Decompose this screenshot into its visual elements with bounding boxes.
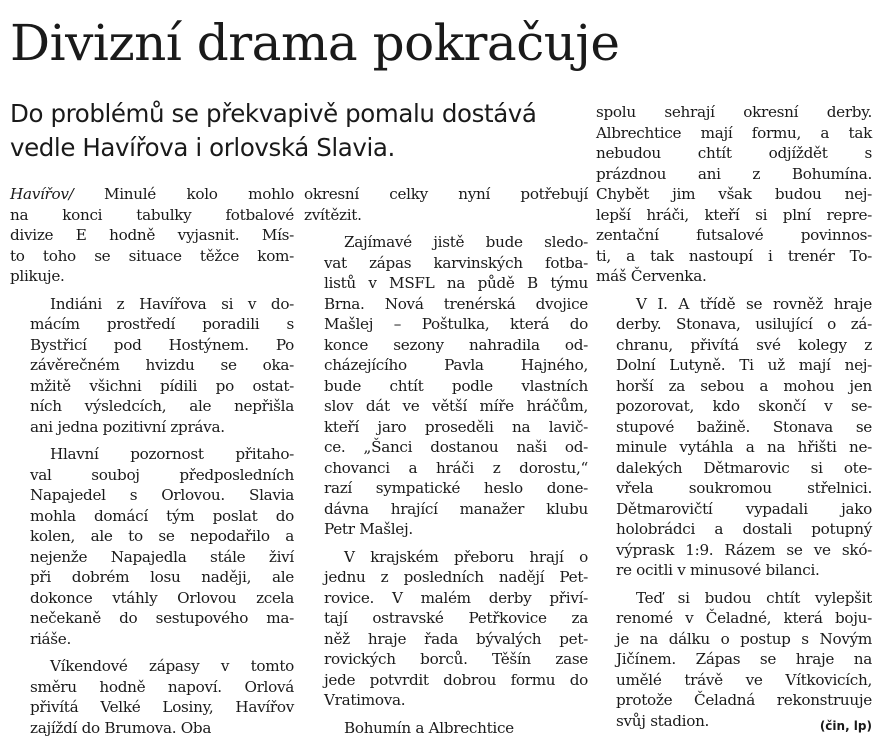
article-line: Bohumín a Albrechtice [344, 718, 514, 737]
article-line: dokonce vtáhly Orlovou zcela [30, 588, 294, 607]
article-line: Hlavní pozornost přitaho- [50, 445, 294, 463]
article-paragraph [10, 444, 294, 649]
article-line: dalekých Dětmarovic si ote- [616, 458, 872, 477]
article-paragraph [596, 102, 872, 287]
article-line [10, 184, 294, 205]
article-line: zajíždí do Brumova. Oba [30, 718, 212, 737]
article-line: Bystřicí pod Hostýnem. Po [30, 335, 294, 354]
article-line: pozorovat, kdo skončí v se- [616, 397, 872, 415]
author-byline: (čin, lp) [819, 719, 872, 733]
article-line: zentační futsalové povinnos- [596, 226, 872, 244]
article-line: Víkendové zápasy v tomto [50, 657, 294, 675]
article-line: to toho se situace těžce kom- [10, 246, 294, 265]
article-line: rovických borců. Těšín zase [324, 650, 588, 668]
article-line: slov dát ve větší míře hráčům, [324, 397, 588, 415]
article-line: vřela soukromou střelnici. [616, 479, 872, 497]
article-line: nejenže Napajedla stále živí [30, 547, 294, 566]
article-line: při dobrém losu naději, ale [30, 568, 294, 586]
article-line: přivítá Velké Losiny, Havířov [30, 698, 294, 716]
article-line: jede potvrdit dobrou formu do [324, 670, 588, 689]
article-line: Brna. Nová trenérská dvojice [324, 294, 588, 313]
article-line: máš Červenka. [596, 267, 707, 285]
article-line: listů v MSFL na půdě B týmu [324, 274, 588, 292]
article-column-1 [10, 184, 294, 738]
article-line: zvítězit. [304, 205, 362, 224]
article-line: stupové bažině. Stonava se [616, 417, 872, 436]
article-line: konce sezony nahradila od- [324, 335, 588, 354]
article-line: plikuje. [10, 267, 65, 285]
article-line: re ocitli v minusové bilanci. [616, 561, 820, 579]
article-line: kteří jaro proseděli na lavič- [324, 417, 588, 436]
article-line: Chybět jim však budou nej- [596, 185, 872, 203]
article-line: V krajském přeboru hrají o [344, 547, 588, 566]
article-line: divize E hodně vyjasnit. Mís- [10, 226, 294, 244]
article-line: horší za sebou a mohou jen [616, 376, 872, 395]
article-line: něž hraje řada bývalých pet- [324, 629, 588, 648]
article-paragraph [10, 656, 294, 738]
article-column-3 [596, 102, 872, 731]
article-line: ce. „Šanci dostanou naši od- [324, 438, 588, 456]
article-line: razí sympatické heslo done- [324, 479, 588, 497]
article-line: ani jedna pozitivní zpráva. [30, 417, 225, 436]
article-line: prázdnou ani z Bohumína. [596, 164, 872, 183]
article-line: je na dálku o postup s Novým [616, 629, 872, 648]
article-line: Vratimova. [324, 691, 406, 709]
article-line: nečekaně do sestupového ma- [30, 609, 294, 627]
article-line: Mašlej – Poštulka, která do [324, 315, 588, 333]
article-paragraph [304, 184, 588, 225]
article-line: ti, a tak nastoupí i trenér To- [596, 246, 872, 265]
article-line: mácím prostředí poradili s [30, 315, 294, 333]
article-line: závěrečném hvizdu se oka- [30, 356, 294, 374]
article-line: spolu sehrají okresní derby. [596, 103, 872, 121]
lead-line: Do problémů se překvapivě pomalu dostává [10, 99, 537, 128]
article-line: Dětmarovičtí vypadali jako [616, 499, 872, 518]
article-line: směru hodně napoví. Orlová [30, 677, 294, 696]
article-line: Dolní Lutyně. Ti už mají nej- [616, 356, 872, 374]
article-line: výprask 1:9. Rázem se ve skó- [616, 540, 872, 559]
article-line: cházejícího Pavla Hajného, [324, 356, 588, 374]
article-column-2 [304, 184, 588, 738]
article-line: Teď si budou chtít vylepšit [636, 588, 872, 607]
article-line: V I. A třídě se rovněž hraje [636, 294, 872, 313]
article-line: Albrechtice mají formu, a tak [596, 123, 872, 142]
lead-line: vedle Havířova i orlovská Slavia. [10, 133, 395, 162]
article-paragraph [304, 718, 588, 739]
article-line: minule vytáhla a na hřišti ne- [616, 438, 872, 456]
article-line: vat zápas karvinských fotba- [324, 253, 588, 272]
article-line: jednu z posledních nadějí Pet- [324, 568, 588, 586]
article-paragraph [596, 294, 872, 581]
article-line: Petr Mašlej. [324, 520, 413, 538]
dateline: Havířov/ [10, 185, 74, 203]
article-line: dávna hrající manažer klubu [324, 499, 588, 518]
article-line-text: Minulé kolo mohlo [73, 185, 294, 203]
article-line: umělé trávě ve Vítkovicích, [616, 670, 872, 689]
article-paragraph [10, 294, 294, 438]
lead-subtitle [10, 97, 588, 165]
article-line: bude chtít podle vlastních [324, 376, 588, 395]
article-line: lepší hráči, kteří si plní repre- [596, 205, 872, 224]
article-line: derby. Stonava, usilující o zá- [616, 315, 872, 333]
article-line: nebudou chtít odjíždět s [596, 144, 872, 162]
article-line: kolen, ale to se nepodařilo a [30, 527, 294, 545]
article-paragraph [10, 184, 294, 287]
article-line: na konci tabulky fotbalové [10, 205, 294, 224]
article-line: protože Čeladná rekonstruuje [616, 691, 872, 709]
article-line: mžitě všichni pídili po ostat- [30, 376, 294, 395]
article-paragraph [304, 547, 588, 711]
article-paragraph [596, 588, 872, 732]
article-line: ních výsledcích, ale nepřišla [30, 397, 294, 415]
article-line: Napajedel s Orlovou. Slavia [30, 486, 294, 504]
headline: Divizní drama pokračuje [10, 14, 620, 72]
article-line: renomé v Čeladné, která boju- [616, 609, 872, 627]
article-paragraph [304, 232, 588, 540]
article-line: okresní celky nyní potřebují [304, 185, 588, 203]
article-line: tají ostravské Petřkovice za [324, 609, 588, 627]
article-line: riáše. [30, 629, 71, 648]
article-line: chranu, přivítá své kolegy z [616, 335, 872, 354]
article-line: holobrádci a dostali potupný [616, 520, 872, 538]
article-line: Zajímavé jistě bude sledo- [344, 233, 588, 251]
article-line: mohla domácí tým poslat do [30, 506, 294, 525]
article-line: svůj stadion. [616, 711, 710, 730]
article-line: chovanci a hráči z dorostu,“ [324, 458, 588, 477]
article-line: Jičínem. Zápas se hraje na [616, 650, 872, 668]
article-line: rovice. V malém derby přiví- [324, 588, 588, 607]
article-line: Indiáni z Havířova si v do- [50, 294, 294, 313]
article-line: val souboj předposledních [30, 465, 294, 484]
